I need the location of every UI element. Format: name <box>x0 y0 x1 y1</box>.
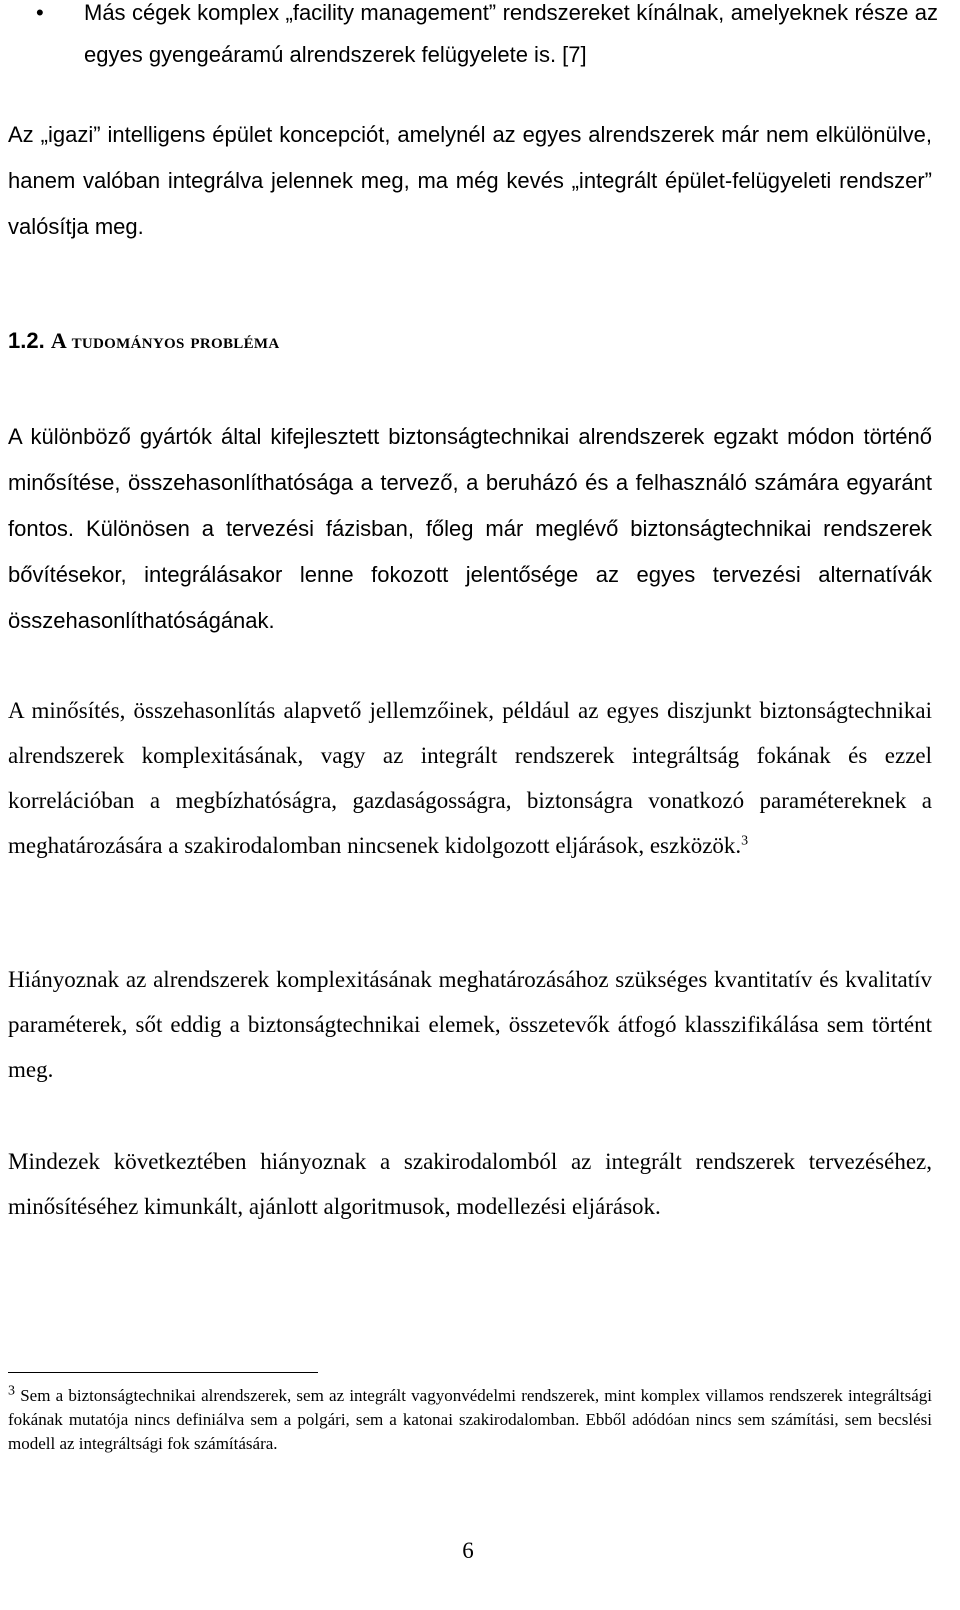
paragraph-1: A különböző gyártók által kifejlesztett biztonságtechnikai alrendszerek egzakt módon történő minősítése, összehasonlíthatósága a tervező, a beruházó és a felhasználó számára egyaránt fontos. Különösen a tervezési fázisban, főleg már meglévő biztonságtechnikai rendszerek bővítésekor, integrálásakor lenne fokozott jelentősége az egyes tervezési alternatívák összehasonlíthatóságának. <box>8 424 932 633</box>
footnote <box>8 1384 932 1456</box>
footnote-reference[interactable]: 3 <box>741 833 749 849</box>
paragraph-4: Mindezek következtében hiányoznak a szakirodalomból az integrált rendszerek tervezéséhez, minősítéséhez kimunkált, ajánlott algoritmusok, modellezési eljárások. <box>8 1149 932 1219</box>
footnote-marker: 3 <box>8 1383 15 1399</box>
footnote-text: Sem a biztonságtechnikai alrendszerek, sem az integrált vagyonvédelmi rendszerek, mint komplex villamos rendszerek integráltsági fokának mutatója nincs definiálva sem a polgári, sem a katonai szakirodalomban. Ebből adódóan nincs sem számítási, sem becslési modell az integráltsági fok számítására. <box>8 1386 932 1453</box>
intro-paragraph: Az „igazi” intelligens épület koncepciót, amelynél az egyes alrendszerek már nem elkülönülve, hanem valóban integrálva jelennek meg, ma még kevés „integrált épület-felügyeleti rendszer” valósítja meg. <box>8 122 932 239</box>
bullet-text: Más cégek komplex „facility management” rendszereket kínálnak, amelyeknek része az egyes gyengeáramú alrendszerek felügyelete is. [7] <box>84 0 938 67</box>
section-title: A tudományos probléma <box>50 328 280 353</box>
page-number: 6 <box>462 1538 474 1563</box>
paragraph-2-text: A minősítés, összehasonlítás alapvető jellemzőinek, például az egyes diszjunkt biztonságtechnikai alrendszerek komplexitásának, vagy az integrált rendszerek integráltság fokának és ezzel korrelációban a megbízhatóságra, gazdaságosságra, biztonságra vonatkozó paramétereknek a meghatározására a szakirodalomban nincsenek kidolgozott eljárások, eszközök. <box>8 698 932 858</box>
paragraph-2 <box>8 688 932 868</box>
paragraph-3: Hiányoznak az alrendszerek komplexitásának meghatározásához szükséges kvantitatív és kvalitatív paraméterek, sőt eddig a biztonságtechnikai elemek, összetevők átfogó klasszifikálása sem történt meg. <box>8 967 932 1082</box>
section-number: 1.2. <box>8 328 45 353</box>
bullet-icon: • <box>36 0 44 25</box>
footnote-divider <box>8 1372 318 1373</box>
section-heading <box>8 323 279 359</box>
